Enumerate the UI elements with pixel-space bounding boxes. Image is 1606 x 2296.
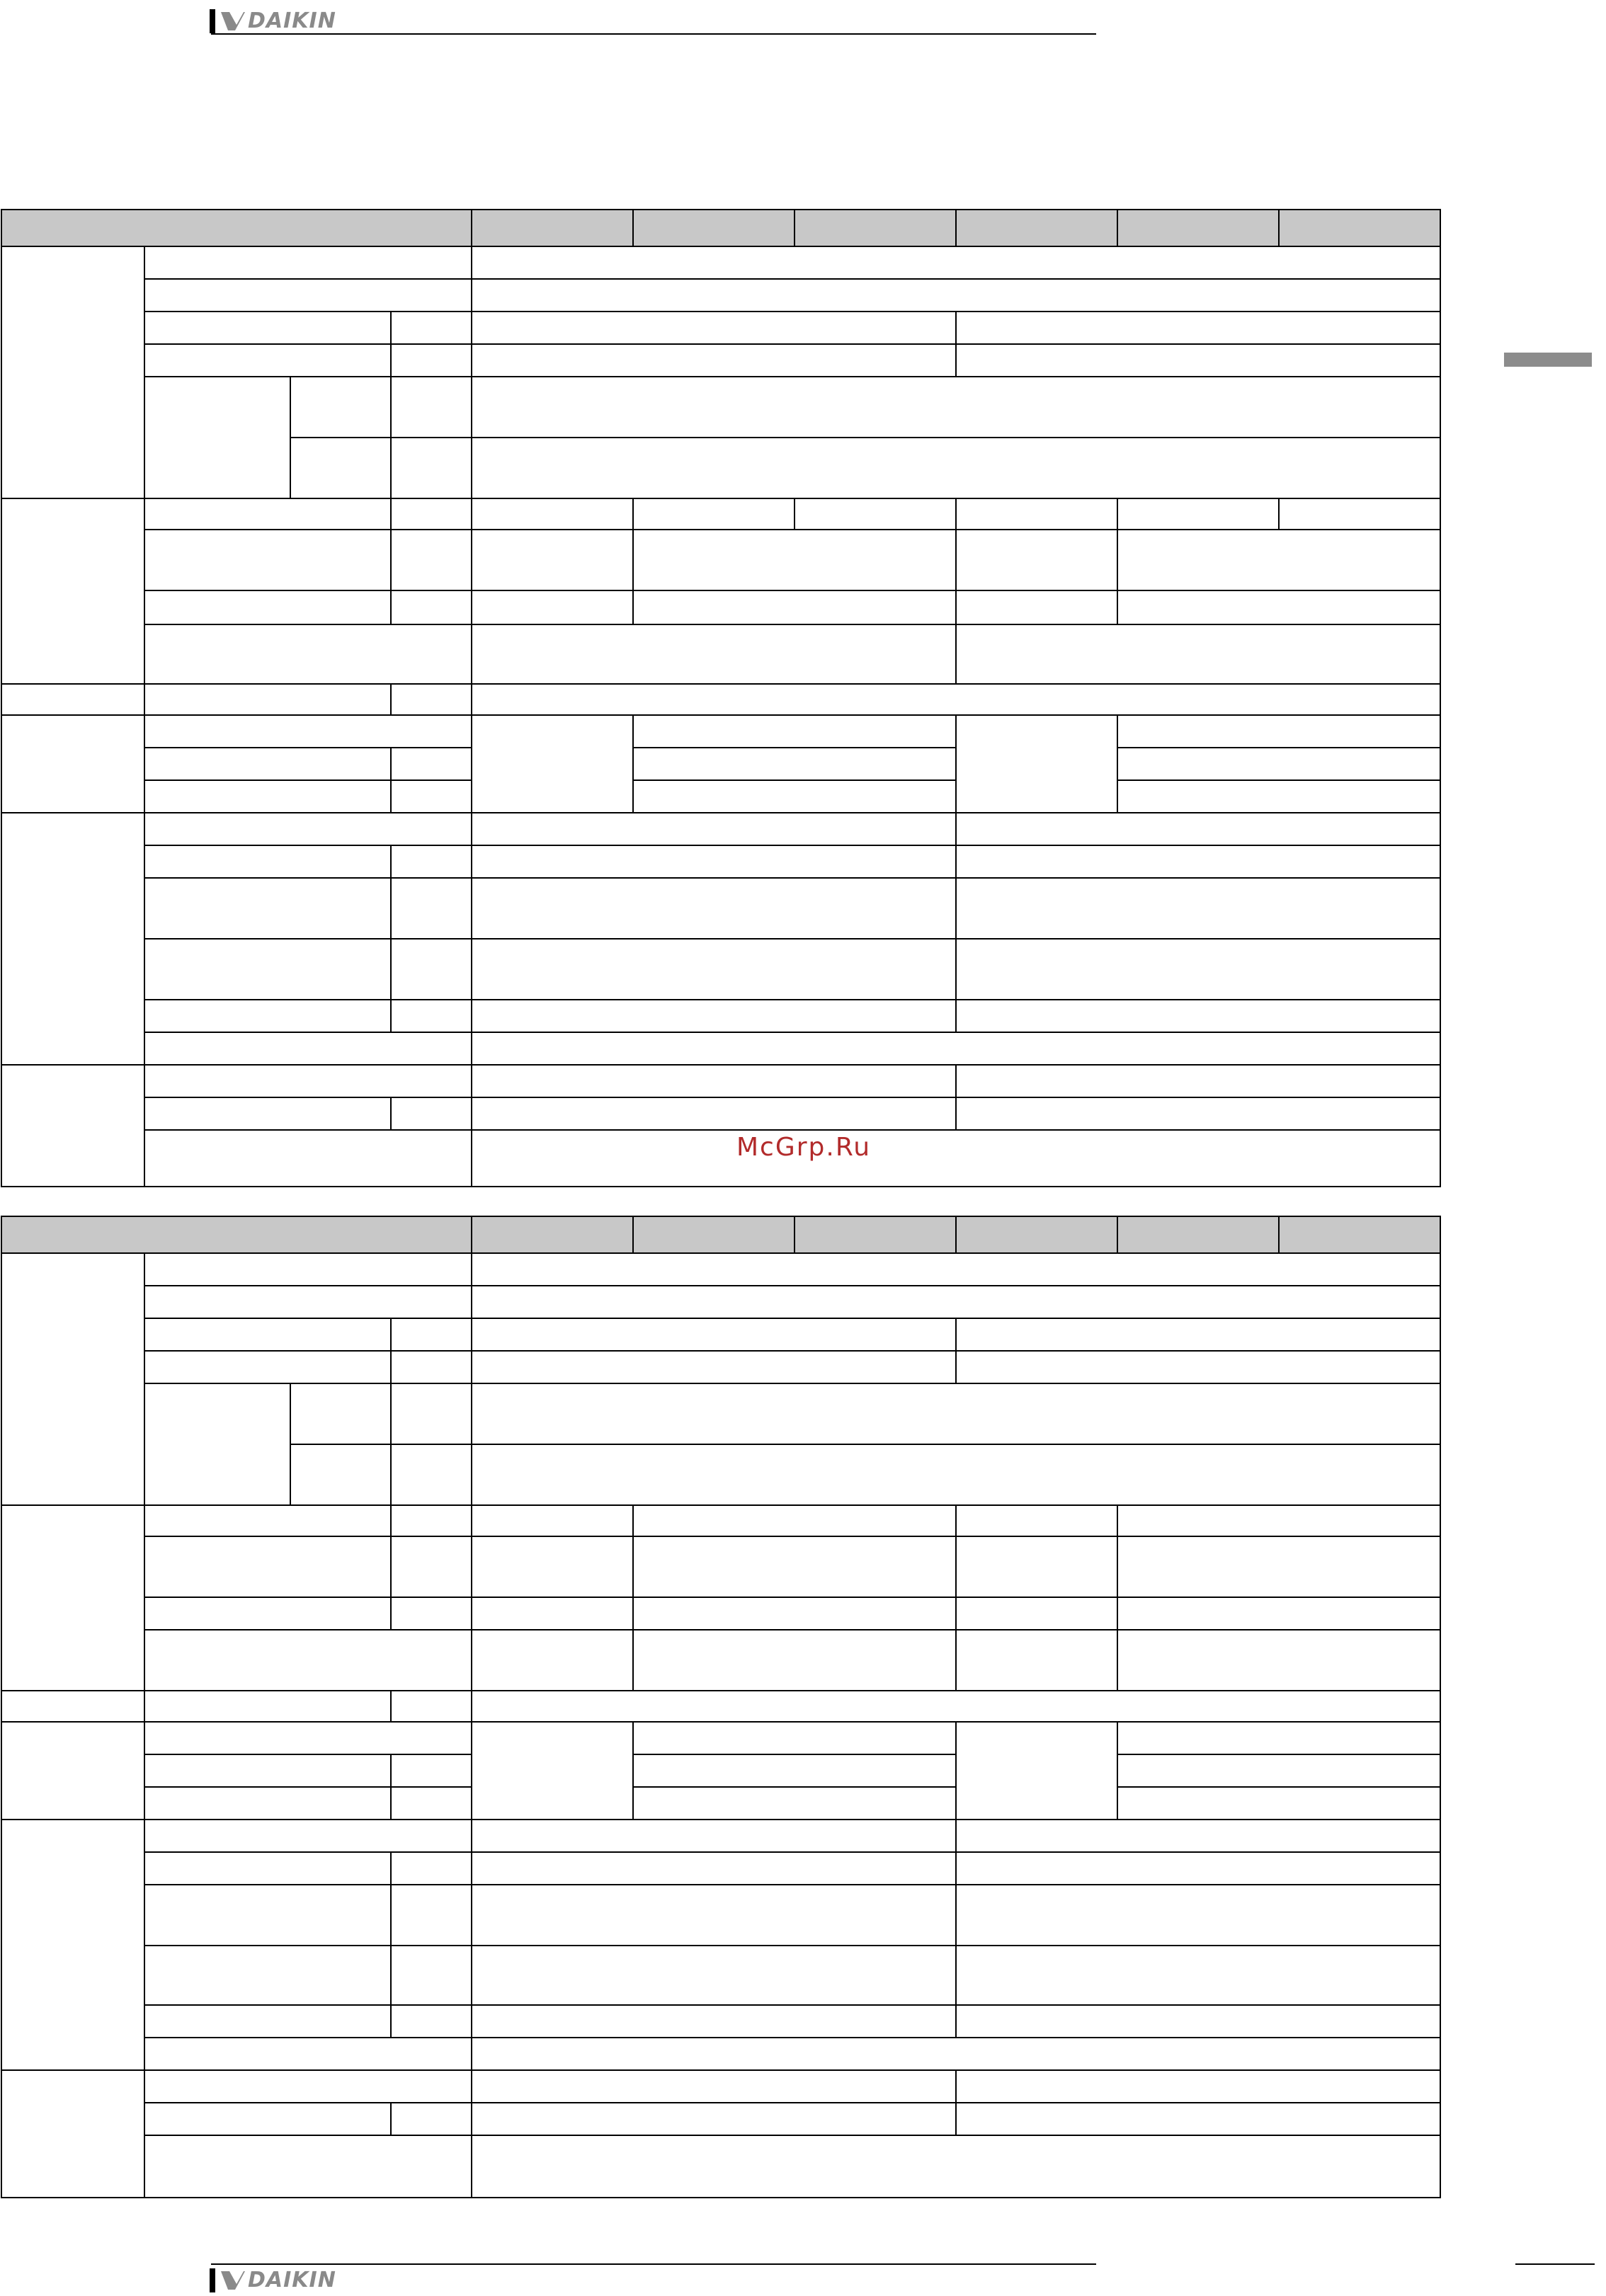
table-2-grid bbox=[1, 1216, 1440, 2198]
table1-header bbox=[1, 210, 1440, 246]
footer-rule bbox=[211, 2263, 1096, 2265]
header-brand: DAIKIN bbox=[248, 8, 336, 33]
watermark-text: McGrp.Ru bbox=[736, 1133, 872, 1162]
table-1-grid bbox=[1, 210, 1440, 1187]
daikin-logo-icon bbox=[221, 2271, 245, 2290]
logo-bar bbox=[210, 2268, 215, 2292]
footer-brand: DAIKIN bbox=[248, 2268, 336, 2292]
footer-logo bbox=[210, 2268, 336, 2292]
table2-header bbox=[1, 1216, 1440, 1253]
page-number-rule bbox=[1515, 2263, 1595, 2265]
